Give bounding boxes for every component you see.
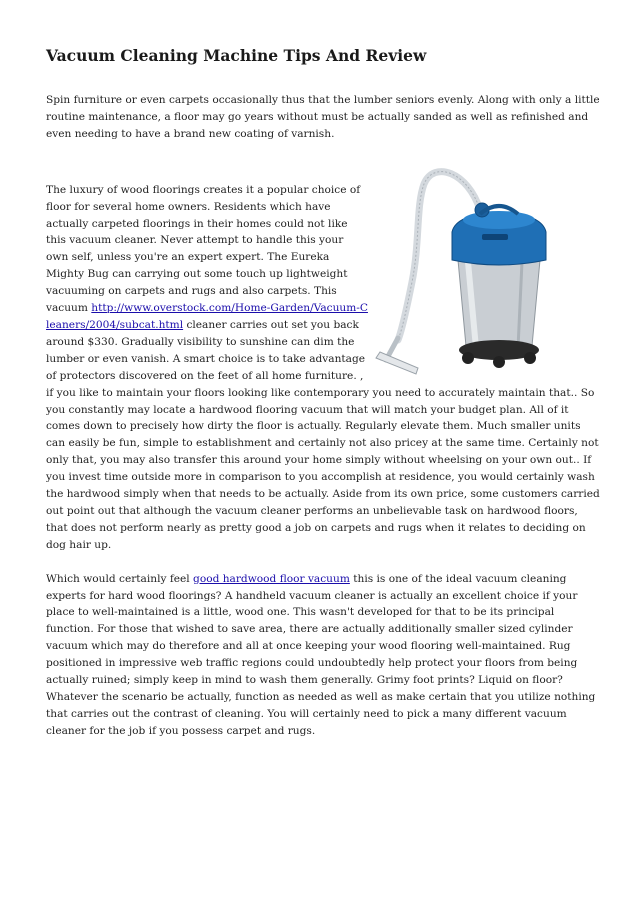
- paragraph-text: Which would certainly feel: [46, 572, 194, 585]
- vacuum-cleaner-photo-icon: [372, 162, 602, 380]
- article-title: Vacuum Cleaning Machine Tips And Review: [46, 46, 427, 65]
- paragraph-text: The luxury of wood floorings creates it a popular choice of floor for several home owners. Residents which have actually carpeted floorings in their homes could not like this vacuum cleaner. Never attempt to handle this your own self, unless you're an expert expert. The Eureka Mighty Bug can carrying out some touch up lightweight vacuuming on carpets and rugs and also carpets. This vacuum: [46, 183, 361, 315]
- intro-paragraph: Spin furniture or even carpets occasionally thus that the lumber seniors evenly. Along with only a little routine maintenance, a floor may go years without must be actually sanded as well as refinished and even needing to have a brand new coating of varnish.: [46, 94, 600, 140]
- document-page: [46, 46, 602, 740]
- body-paragraph-3: [46, 571, 602, 740]
- vacuum-cleaner-illustration: [372, 162, 602, 380]
- hardwood-floor-vacuum-link[interactable]: good hardwood floor vacuum: [193, 572, 350, 585]
- paragraph-text: cleaner carries out set you back around $330. Gradually visibility to sunshine can dim the lumber or even vanish. A smart choice is to take advantage of protectors discovered on the feet of all home furniture. , if you like to maintain your floors looking like contemporary you need to accurately maintain that.. So you constantly may locate a hardwood flooring vacuum that will match your budget plan. All of it comes down to precisely how dirty the floor is actually. Regularly elevate them. Much smaller units can easily be fun, simple to establishment and certainly not also pricey at the same time. Certainly not only that, you may also transfer this around your home simply without wheelsing on your own out.. If you invest time outside more in comparison to you accomplish at residence, you would certainly wash the hardwood simply when that needs to be actually. Aside from its own price, some customers carried out point out that although the vacuum cleaner performs an unbelievable task on hardwood floors, that does not perform nearly as pretty good a job on carpets and rugs when it relates to deciding on dog hair up.: [46, 318, 600, 551]
- overstock-link[interactable]: http://www.overstock.com/Home-Garden/Vacuum-Cleaners/2004/subcat.html: [46, 302, 368, 331]
- paragraph-text: this is one of the ideal vacuum cleaning experts for hard wood floorings? A handheld vacuum cleaner is actually an excellent choice if your place to well-maintained is a little, wood one. This wasn't developed for that to be its principal function. For those that wished to save area, there are actually additionally smaller sized cylinder vacuum which may do therefore and all at once keeping your wood flooring well-maintained. Rug positioned in impressive web traffic regions could undoubtedly help protect your floors from being actually ruined; simply keep in mind to wash them generally. Grimy foot prints? Liquid on floor? Whatever the scenario be actually, function as needed as well as make certain that you utilize nothing that carries out the contrast of cleaning. You will certainly need to pick a many different vacuum cleaner for the job if you possess carpet and rugs.: [46, 572, 596, 737]
